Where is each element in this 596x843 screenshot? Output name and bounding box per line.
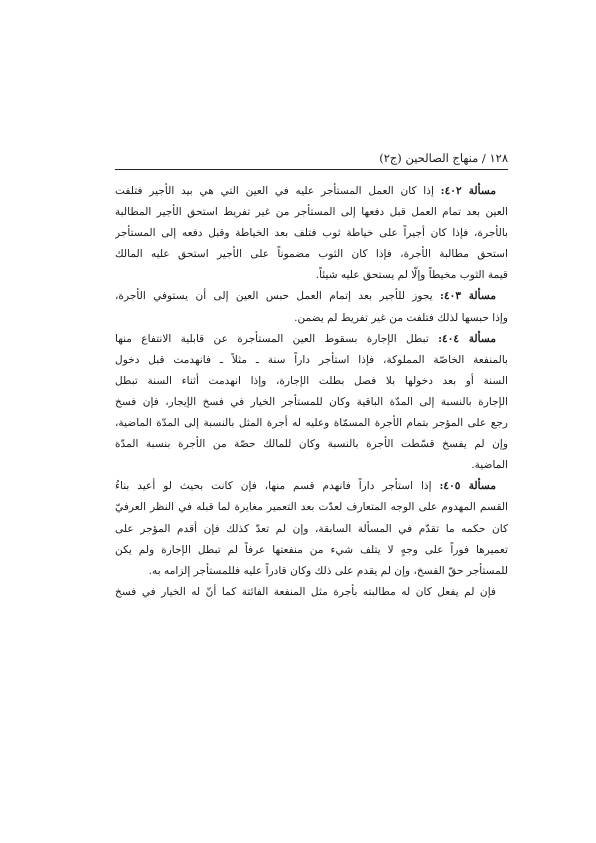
- text-line: [115, 434, 508, 455]
- text-line: [115, 350, 508, 371]
- text-line: [115, 519, 508, 540]
- text-line: [115, 392, 508, 413]
- text-line: [115, 244, 508, 265]
- issue-number: مسألة ٤٠٥:: [439, 480, 496, 493]
- header-divider: [115, 169, 508, 170]
- line-text: إذا كان العمل المستأجر عليه في العين التي هي بيد الأجير فتلفت: [115, 185, 441, 197]
- line-text: رجع على المؤجر بتمام الأجرة المسمّاة وعليه له أجرة المثل بالنسبة إلى المدّة الماضية،: [115, 417, 508, 430]
- text-line: [115, 455, 508, 476]
- text-line: [115, 286, 508, 307]
- line-text: القسم المهدوم على الوجه المتعارف لعدّت بعد التعمير مغايرة لما قبله في النظر العرفيّ: [115, 501, 508, 514]
- line-text: بالأجرة، فإذا كان أجيراً على خياطة ثوب فتلف بعد الخياطة وقبل دفعه إلى المستأجر: [115, 227, 508, 240]
- line-text: وإن لم يفسخ قسّطت الأجرة بالنسبة وكان للمالك حصّة من الأجرة بنسبة المدّة: [115, 438, 508, 451]
- text-line: [115, 497, 508, 518]
- line-text: فإن لم يفعل كان له مطالبته بأجرة مثل المنفعة الفائتة كما أنّ له الخيار في فسخ: [115, 585, 496, 598]
- line-text: تبطل الإجارة بسقوط العين المستأجرة عن قابلية الانتفاع منها: [115, 332, 439, 345]
- line-text: إذا استأجر داراً فانهدم قسم منها، فإن كانت بحيث لو أعيد بناءُ: [115, 480, 440, 493]
- line-text: قيمة الثوب مخيطاً وإلّا لم يستحق عليه شيئاً.: [315, 269, 508, 282]
- line-text: بالمنفعة الخاصّة المملوكة، فإذا استأجر داراً سنة ـ مثلاً ـ فانهدمت قبل دخول: [115, 353, 508, 366]
- text-line: [115, 476, 508, 497]
- body-text: [115, 181, 508, 603]
- text-line: [115, 223, 508, 244]
- line-text: الإجارة بالنسبة إلى المدّة الباقية وكان للمستأجر الخيار في فسخ الإيجار، فإن فسخ: [115, 395, 508, 408]
- issue-number: مسألة ٤٠٣:: [440, 290, 496, 303]
- issue-number: مسألة ٤٠٢:: [440, 185, 496, 197]
- line-text: تعميرها فوراً على وجهٍ لا يتلف شيء من منفعتها عرفاً لم تبطل الإجارة ولم يكن: [115, 543, 508, 556]
- text-line: [115, 561, 508, 582]
- line-text: يجوز للأجير بعد إتمام العمل حبس العين إلى أن يستوفي الأجرة،: [115, 290, 441, 303]
- line-text: السنة أو بعد دخولها بلا فصل بطلت الإجارة، وإذا انهدمت أثناء السنة تبطل: [115, 374, 508, 387]
- text-line: [115, 582, 508, 603]
- text-line: [115, 308, 508, 329]
- issue-number: مسألة ٤٠٤:: [438, 332, 496, 345]
- line-text: العين بعد تمام العمل قبل دفعها إلى المستأجر من غير تفريط استحق الأجير المطالبة: [115, 206, 508, 219]
- line-text: كان حكمه ما تقدّم في المسألة السابقة، وإن لم تعدّ كذلك فإن أقدم المؤجر على: [115, 522, 508, 535]
- text-line: [115, 371, 508, 392]
- text-line: [115, 540, 508, 561]
- text-line: [115, 413, 508, 434]
- text-line: [115, 265, 508, 286]
- line-text: الماضية.: [471, 459, 508, 472]
- line-text: استحق مطالبة الأجرة، فإذا كان الثوب مضموناً على الأجير استحق عليه المالك: [115, 248, 508, 261]
- text-line: [115, 202, 508, 223]
- text-line: [115, 181, 508, 202]
- running-header: ١٢٨ / منهاج الصالحين (ج٢): [379, 151, 508, 165]
- line-text: وإذا حبسها لذلك فتلفت من غير تفريط لم يضمن.: [294, 311, 508, 324]
- text-line: [115, 329, 508, 350]
- line-text: للمستأجر حقّ الفسخ، وإن لم يقدم على ذلك وكان قادراً عليه فللمستأجر إلزامه به.: [148, 564, 508, 577]
